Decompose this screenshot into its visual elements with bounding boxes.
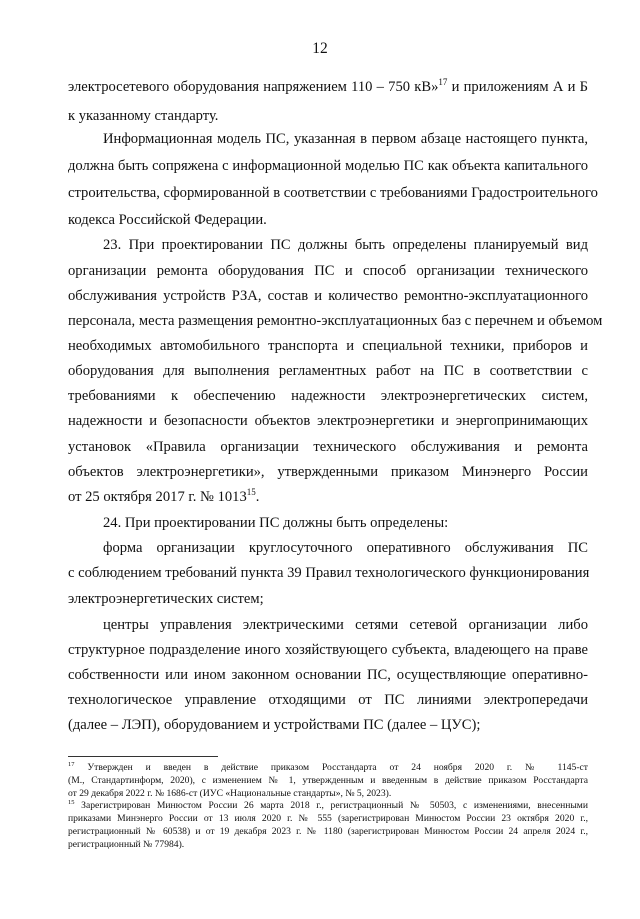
text-line: электросетевого оборудования напряжением 110 – 750 кВ»$^{17}$ и приложениям А и Б (68, 77, 588, 95)
footnote-15-line: регистрационный № 77984). (68, 839, 185, 850)
footnote-ref-17: 17 (438, 77, 448, 87)
footnote-17-line: от 29 декабря 2022 г. № 1686-ст (ИУС «Национальные стандарты», № 5, 2023). (68, 788, 392, 799)
text-line: установок «Правила организации технического обслуживания и ремонта (68, 439, 588, 455)
text-line: технологическое управление отходящими от ПС линиями электропередачи (68, 692, 588, 708)
text-line: строительства, сформированной в соответствии с требованиями Градостроительного (68, 185, 598, 201)
footnote-17-line: (М., Стандартинформ, 2020), с изменением № 1, утвержденным и введенным в действие приказом Росстандарта (68, 775, 588, 786)
item-24-line: 24. При проектировании ПС должны быть определены: (103, 515, 449, 531)
text-line: надежности и безопасности объектов электроэнергетики и энергопринимающих (68, 413, 588, 429)
text-line: должна быть сопряжена с информационной моделью ПС как объекта капитального (68, 158, 588, 174)
footnote-17-line: $^{17}$ Утвержден и введен в действие приказом Росстандарта от 24 ноября 2020 г. № 1145-ст (68, 761, 588, 773)
footnote-15-line: $^{15}$ Зарегистрирован Минюстом России 26 марта 2018 г., регистрационный № 50503, с изменениями, внесенными (68, 799, 588, 811)
footnote-15-line: регистрационный № 60538) и от 19 декабря 2023 г. № 1180 (зарегистрирован Минюстом России 24 апреля 2024 г., (68, 826, 588, 837)
text-line: электроэнергетических систем; (68, 591, 264, 607)
text-line: (далее – ЛЭП), оборудованием и устройствами ПС (далее – ЦУС); (68, 717, 481, 733)
page-number: 12 (312, 40, 328, 57)
item-23-line: 23. При проектировании ПС должны быть определены планируемый вид (103, 237, 588, 253)
text-line: с соблюдением требований пункта 39 Правил технологического функционирования (68, 565, 590, 581)
text-line: объектов электроэнергетики», утвержденными приказом Минэнерго России (68, 464, 588, 480)
footnote-15-line: приказами Минэнерго России от 13 июля 2020 г. № 555 (зарегистрирован Минюстом России 23 октября 2020 г., (68, 813, 588, 824)
text-line: Информационная модель ПС, указанная в первом абзаце настоящего пункта, (103, 131, 588, 147)
text-line: персонала, места размещения ремонтно-эксплуатационных баз с перечнем и объемом (68, 313, 603, 329)
text-line: кодекса Российской Федерации. (68, 212, 267, 228)
text-line: форма организации круглосуточного оперативного обслуживания ПС (103, 540, 588, 556)
text-line: от 25 октября 2017 г. № 1013$^{15}$. (68, 487, 260, 505)
text-line: центры управления электрическими сетями сетевой организации либо (103, 617, 588, 633)
text-line: структурное подразделение иного хозяйствующего субъекта, владеющего на праве (68, 642, 588, 658)
text-line: оборудования для выполнения регламентных работ на ПС в соответствии с (68, 363, 588, 379)
text-line: необходимых автомобильного транспорта и специальной техники, приборов и (68, 338, 588, 354)
footnote-separator (68, 756, 218, 757)
text-line: собственности или ином законном основании ПС, осуществляющие оперативно- (68, 667, 588, 683)
text-line: обслуживания устройств РЗА, состав и количество ремонтно-эксплуатационного (68, 288, 588, 304)
text-line: требованиями к обеспечению надежности электроэнергетических систем, (68, 388, 588, 404)
text-line: организации ремонта оборудования ПС и способ организации технического (68, 263, 588, 279)
footnote-ref-15: 15 (246, 487, 256, 497)
text-line: к указанному стандарту. (68, 108, 219, 124)
